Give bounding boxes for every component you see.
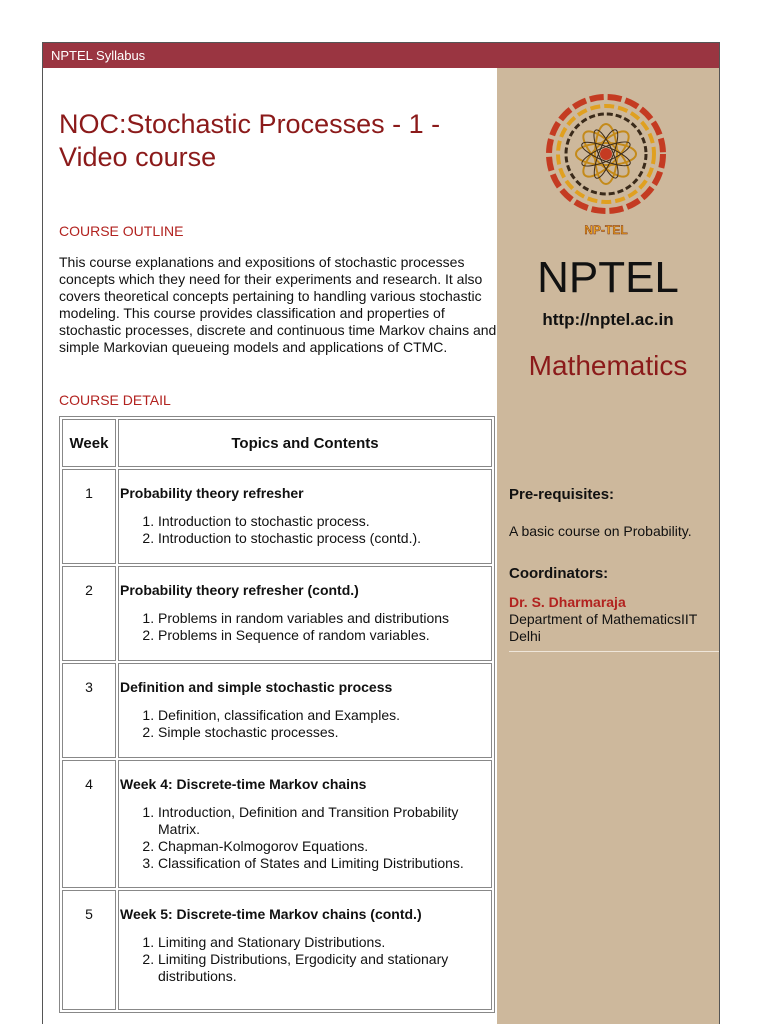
nptel-logo-icon xyxy=(543,94,673,239)
course-detail-heading: COURSE DETAIL xyxy=(59,392,171,408)
topics-column-header: Topics and Contents xyxy=(118,419,492,467)
course-title: NOC:Stochastic Processes - 1 - Video course xyxy=(59,109,441,172)
list-item: 1. Limiting and Stationary Distributions. xyxy=(158,934,487,951)
list-item: 1. Introduction to stochastic process. xyxy=(158,513,487,530)
topic-list xyxy=(120,934,487,985)
topic-list xyxy=(120,707,487,741)
topic-list xyxy=(120,610,487,644)
list-item: 1. Problems in random variables and distributions xyxy=(158,610,487,627)
topic-list xyxy=(120,804,487,872)
week-number: 5 xyxy=(62,890,116,1010)
week-number: 1 xyxy=(62,469,116,564)
course-outline-text: This course explanations and expositions of stochastic processes concepts which they need for their experiments and research. It also covers theoretical concepts pertaining to handling various stochastic modeling. This course provides classification and properties of stochastic processes, discrete and continuous time Markov chains and simple Markovian queueing models and applications of CTMC. xyxy=(59,254,497,355)
week-number: 4 xyxy=(62,760,116,888)
coordinators-label: Coordinators: xyxy=(509,565,609,582)
list-item: 2. Limiting Distributions, Ergodicity and stationary distributions. xyxy=(158,951,487,985)
table-header-row xyxy=(62,419,492,467)
list-item: 3. Classification of States and Limiting Distributions. xyxy=(158,855,487,872)
topic-heading: Week 5: Discrete-time Markov chains (contd.) xyxy=(120,906,422,922)
divider xyxy=(509,651,719,652)
list-item: 2. Chapman-Kolmogorov Equations. xyxy=(158,838,487,855)
table-row xyxy=(62,890,492,1010)
table-row xyxy=(62,663,492,758)
coordinator-name-link[interactable]: Dr. S. Dharmaraja xyxy=(509,594,626,610)
org-url-link[interactable]: http://nptel.ac.in xyxy=(542,310,674,329)
department-name: Mathematics xyxy=(528,350,688,381)
list-item: 2. Problems in Sequence of random variables. xyxy=(158,627,487,644)
course-detail-table xyxy=(59,416,495,1013)
syllabus-page xyxy=(42,42,720,1024)
prerequisites-label: Pre-requisites: xyxy=(509,486,615,503)
course-outline-heading: COURSE OUTLINE xyxy=(59,223,184,239)
topic-cell xyxy=(118,566,492,661)
list-item: 2. Simple stochastic processes. xyxy=(158,724,487,741)
topic-cell xyxy=(118,760,492,888)
main-content xyxy=(43,68,497,1024)
logo-text: NP-TEL xyxy=(584,223,628,237)
table-row xyxy=(62,760,492,888)
topic-heading: Probability theory refresher (contd.) xyxy=(120,582,359,598)
topic-cell xyxy=(118,663,492,758)
topic-list xyxy=(120,513,487,547)
topic-cell xyxy=(118,469,492,564)
week-number: 3 xyxy=(62,663,116,758)
topic-heading: Week 4: Discrete-time Markov chains xyxy=(120,776,367,792)
prerequisites-text: A basic course on Probability. xyxy=(509,523,692,539)
list-item: 2. Introduction to stochastic process (contd.). xyxy=(158,530,487,547)
list-item: 1. Definition, classification and Examples. xyxy=(158,707,487,724)
week-column-header: Week xyxy=(62,419,116,467)
coordinator-affiliation: Department of MathematicsIIT Delhi xyxy=(509,611,698,644)
topic-heading: Definition and simple stochastic process xyxy=(120,679,393,695)
topic-cell xyxy=(118,890,492,1010)
info-sidebar xyxy=(497,68,719,1024)
week-number: 2 xyxy=(62,566,116,661)
header-bar: NPTEL Syllabus xyxy=(43,43,719,68)
table-row xyxy=(62,566,492,661)
topic-heading: Probability theory refresher xyxy=(120,485,304,501)
list-item: 1. Introduction, Definition and Transition Probability Matrix. xyxy=(158,804,487,838)
org-name: NPTEL xyxy=(537,253,679,302)
table-row xyxy=(62,469,492,564)
